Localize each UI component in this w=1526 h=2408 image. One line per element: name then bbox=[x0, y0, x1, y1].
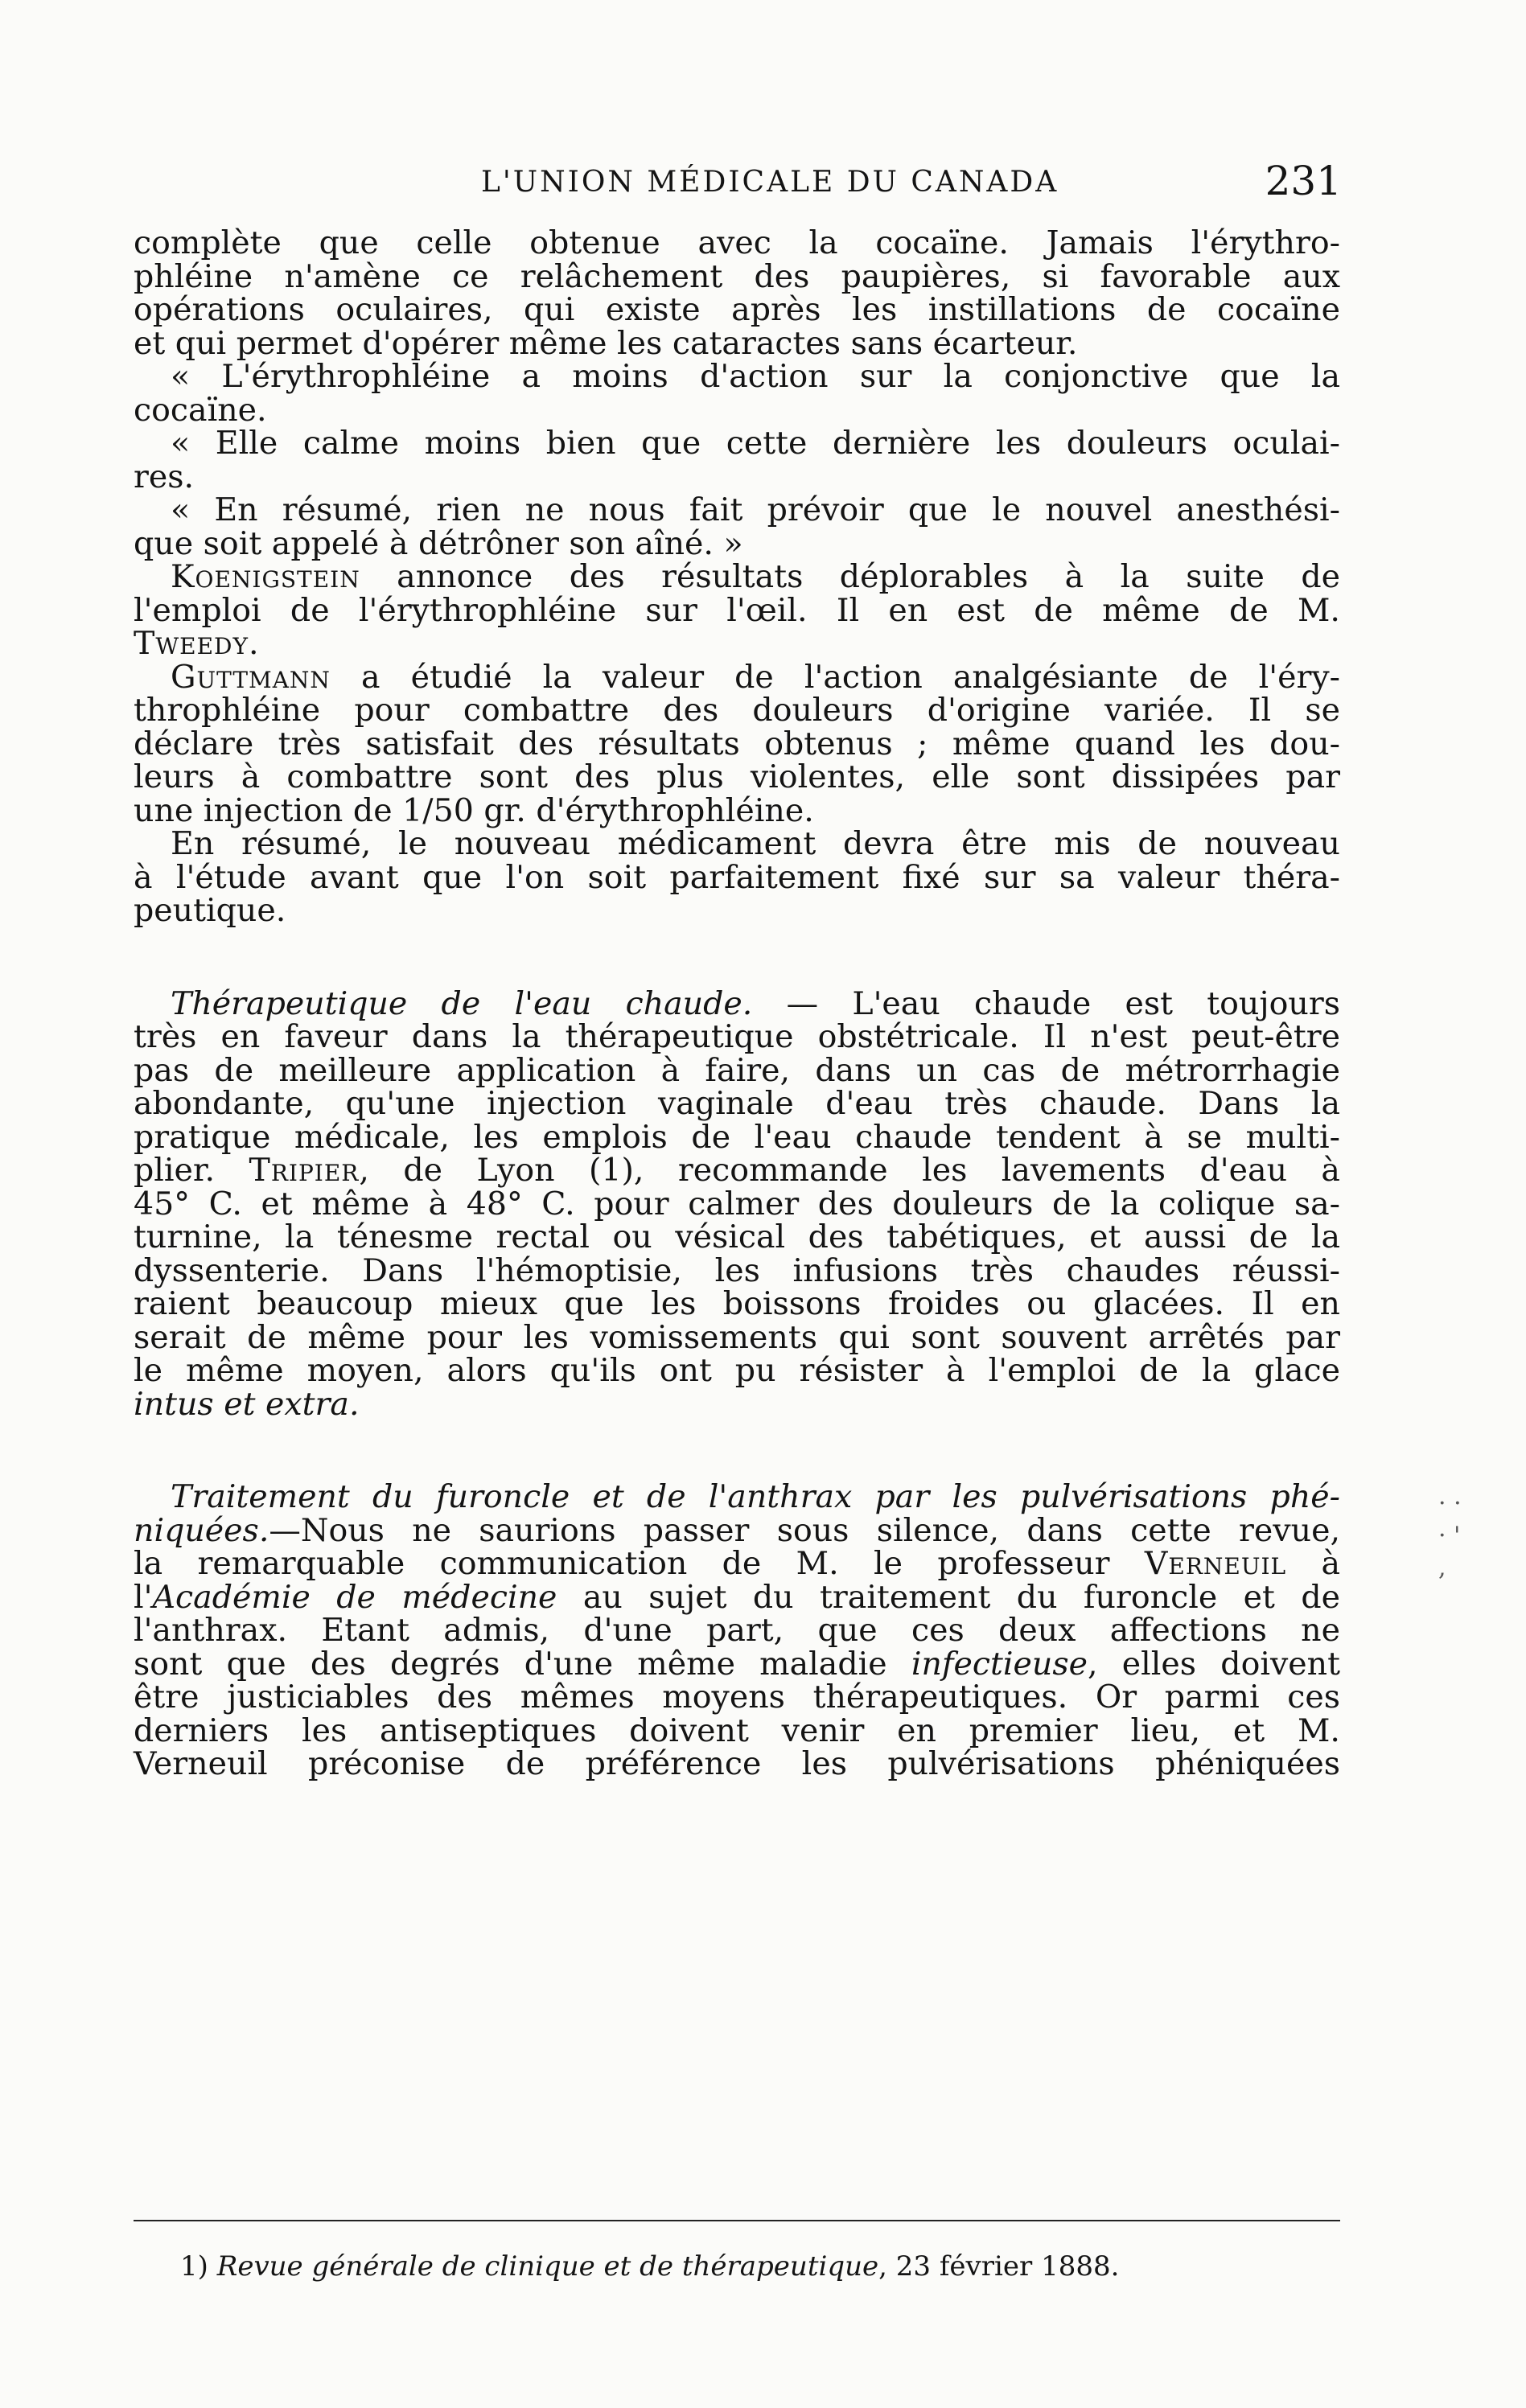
margin-marks: · · · ' , bbox=[1438, 1490, 1462, 1582]
page-number: 231 bbox=[1265, 158, 1342, 204]
text-line: raient beaucoup mieux que les boissons froides ou glacées. Il en bbox=[134, 1285, 1340, 1322]
text-line: « Elle calme moins bien que cette dernière les douleurs oculai- bbox=[171, 425, 1340, 462]
author-name: Guttmann bbox=[171, 658, 331, 696]
footnote-rule bbox=[134, 2220, 1340, 2221]
author-name: Tweedy. bbox=[134, 625, 260, 662]
text-line: Guttmann a étudié la valeur de l'action analgésiante de l'éry- bbox=[171, 658, 1340, 696]
text-line: sont que des degrés d'une même maladie infectieuse, elles doivent bbox=[134, 1645, 1340, 1683]
italic-phrase: Thérapeutique de l'eau chaude. bbox=[171, 984, 753, 1022]
journal-title: Revue générale de clinique et de thérapeutique bbox=[216, 2250, 879, 2283]
text-line: le même moyen, alors qu'ils ont pu résister à l'emploi de la glace bbox=[134, 1352, 1340, 1389]
text-line bbox=[134, 1478, 1340, 1515]
page-header bbox=[135, 158, 1342, 206]
text-line: Verneuil préconise de préférence les pulvérisations phéniquées bbox=[134, 1745, 1340, 1782]
text-line: res. bbox=[134, 458, 195, 495]
text-line: « En résumé, rien ne nous fait prévoir que le nouvel anesthési- bbox=[171, 491, 1340, 528]
text-line: derniers les antiseptiques doivent venir en premier lieu, et M. bbox=[134, 1711, 1340, 1749]
italic-phrase: infectieuse bbox=[911, 1645, 1088, 1683]
text-line: pratique médicale, les emplois de l'eau chaude tendent à se multi- bbox=[134, 1118, 1340, 1156]
text-line: « L'érythrophléine a moins d'action sur la conjonctive que la bbox=[171, 358, 1340, 395]
body-text bbox=[134, 224, 1340, 1782]
text-line: à l'étude avant que l'on soit parfaitement fixé sur sa valeur théra- bbox=[134, 858, 1340, 896]
text-line: que soit appelé à détrôner son aîné. » bbox=[134, 524, 743, 562]
author-name: Verneuil bbox=[1144, 1545, 1287, 1582]
italic-phrase: Académie de médecine bbox=[152, 1578, 557, 1616]
italic-phrase: Traitement du furoncle et de l'anthrax par les pulvérisations phé- bbox=[171, 1478, 1340, 1515]
text-line: cocaïne. bbox=[134, 391, 267, 429]
text-line bbox=[134, 627, 1340, 661]
text-line: En résumé, le nouveau médicament devra être mis de nouveau bbox=[171, 825, 1340, 862]
text-line: plier. Tripier, de Lyon (1), recommande les lavements d'eau à bbox=[134, 1152, 1340, 1189]
text-line: opérations oculaires, qui existe après les instillations de cocaïne bbox=[134, 291, 1340, 328]
text-line: pas de meilleure application à faire, dans un cas de métrorrhagie bbox=[134, 1051, 1340, 1089]
text-line: complète que celle obtenue avec la cocaïne. Jamais l'érythro- bbox=[134, 224, 1340, 261]
text-line: Thérapeutique de l'eau chaude. — L'eau chaude est toujours bbox=[171, 984, 1340, 1022]
text-line: l'emploi de l'érythrophléine sur l'œil. Il en est de même de M. bbox=[134, 591, 1340, 629]
text-line: 45° C. et même à 48° C. pour calmer des douleurs de la colique sa- bbox=[134, 1185, 1340, 1222]
italic-phrase: intus et extra. bbox=[134, 1385, 360, 1423]
text-line: être justiciables des mêmes moyens thérapeutiques. Or parmi ces bbox=[134, 1679, 1340, 1716]
text-line: abondante, qu'une injection vaginale d'eau très chaude. Dans la bbox=[134, 1085, 1340, 1122]
text-line: l'anthrax. Etant admis, d'une part, que ces deux affections ne bbox=[134, 1612, 1340, 1649]
italic-phrase: niquées. bbox=[134, 1511, 269, 1549]
text-line: niquées.—Nous ne saurions passer sous silence, dans cette revue, bbox=[134, 1511, 1340, 1549]
text-line bbox=[134, 1385, 1340, 1423]
text-line: et qui permet d'opérer même les cataractes sans écarteur. bbox=[134, 324, 1078, 362]
text-line: une injection de 1/50 gr. d'érythrophléine. bbox=[134, 791, 814, 829]
author-name: Tripier bbox=[249, 1152, 360, 1189]
author-name: Koenigstein bbox=[171, 558, 360, 595]
text-line: dyssenterie. Dans l'hémoptisie, les infusions très chaudes réussi- bbox=[134, 1251, 1340, 1289]
text-line: l'Académie de médecine au sujet du traitement du furoncle et de bbox=[134, 1578, 1340, 1616]
text-line: peutique. bbox=[134, 892, 286, 929]
text-line: serait de même pour les vomissements qui sont souvent arrêtés par bbox=[134, 1318, 1340, 1356]
text-line: throphléine pour combattre des douleurs d'origine variée. Il se bbox=[134, 692, 1340, 729]
text-line: Koenigstein annonce des résultats déplorables à la suite de bbox=[171, 558, 1340, 595]
running-head: L'UNION MÉDICALE DU CANADA bbox=[481, 166, 1059, 199]
text-line: phléine n'amène ce relâchement des paupières, si favorable aux bbox=[134, 257, 1340, 295]
text-line: très en faveur dans la thérapeutique obstétricale. Il n'est peut-être bbox=[134, 1018, 1340, 1055]
text-line: déclare très satisfait des résultats obtenus ; même quand les dou- bbox=[134, 725, 1340, 762]
text-line: leurs à combattre sont des plus violentes, elle sont dissipées par bbox=[134, 758, 1340, 795]
footnote: 1) Revue générale de clinique et de thérapeutique, 23 février 1888. bbox=[180, 2250, 1120, 2283]
text-line: turnine, la ténesme rectal ou vésical des tabétiques, et aussi de la bbox=[134, 1218, 1340, 1255]
text-line: la remarquable communication de M. le professeur Verneuil à bbox=[134, 1545, 1340, 1582]
